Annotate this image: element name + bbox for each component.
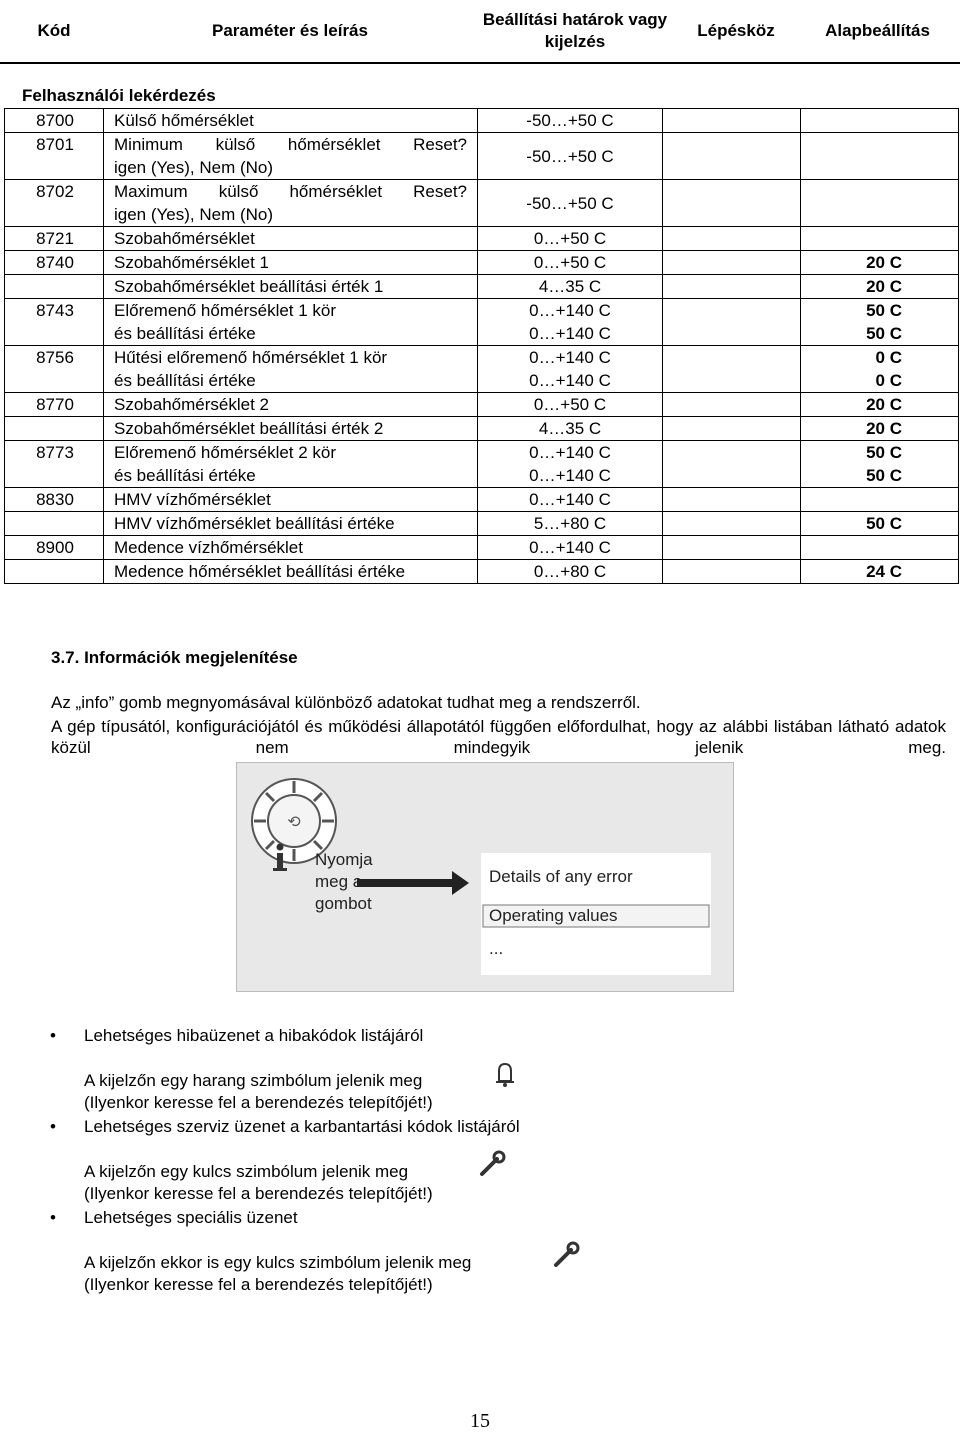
wrench-icon xyxy=(550,1241,580,1271)
cell-code xyxy=(5,560,104,584)
menu-item-more[interactable]: ... xyxy=(489,939,504,958)
cell-default xyxy=(801,441,959,488)
table-row xyxy=(5,536,959,560)
range-line: 0…+140 C xyxy=(529,490,611,509)
info-paragraph-1: Az „info” gomb megnyomásával különböző adatokat tudhat meg a rendszerről. xyxy=(51,693,641,712)
desc-line: és beállítási értéke xyxy=(114,466,256,485)
press-button-text: Nyomja meg a gombot xyxy=(315,850,373,913)
cell-step xyxy=(663,299,801,346)
table-row xyxy=(5,560,959,584)
cell-step xyxy=(663,560,801,584)
range-line: 5…+80 C xyxy=(533,514,607,533)
header-kod: Kód xyxy=(37,21,71,40)
cell-step xyxy=(663,180,801,227)
cell-desc xyxy=(104,560,478,584)
range-line: 0…+140 C xyxy=(529,538,611,557)
cell-range xyxy=(478,488,663,512)
cell-desc xyxy=(104,536,478,560)
page-number: 15 xyxy=(470,1410,490,1432)
desc-line: és beállítási értéke xyxy=(114,371,256,390)
cell-default xyxy=(801,275,959,299)
desc-line: Szobahőmérséklet beállítási érték 2 xyxy=(114,419,384,438)
cell-step xyxy=(663,109,801,133)
range-line: 0…+50 C xyxy=(533,229,607,248)
cell-default xyxy=(801,346,959,393)
cell-code: 8756 xyxy=(5,346,104,393)
cell-step xyxy=(663,393,801,417)
cell-code: 8740 xyxy=(5,251,104,275)
bullet-special-line1: A kijelzőn ekkor is egy kulcs szimbólum jelenik meg xyxy=(84,1253,472,1272)
cell-code xyxy=(5,512,104,536)
desc-line: Hűtési előremenő hőmérséklet 1 kör xyxy=(114,348,388,367)
cell-desc xyxy=(104,109,478,133)
desc-line: Előremenő hőmérséklet 1 kör xyxy=(114,301,337,320)
table-row xyxy=(5,133,959,180)
table-row xyxy=(5,180,959,227)
table-header xyxy=(0,0,960,64)
range-line: 0…+140 C xyxy=(529,348,611,367)
table-row xyxy=(5,299,959,346)
cell-code: 8702 xyxy=(5,180,104,227)
bullet-error-title: Lehetséges hibaüzenet a hibakódok listájáról xyxy=(84,1026,424,1045)
desc-line: HMV vízhőmérséklet beállítási értéke xyxy=(114,514,395,533)
cell-range xyxy=(478,512,663,536)
table-row xyxy=(5,251,959,275)
cell-code: 8770 xyxy=(5,393,104,417)
cell-desc xyxy=(104,133,478,180)
cell-default xyxy=(801,299,959,346)
default-line: 50 C xyxy=(866,514,902,533)
cell-code: 8773 xyxy=(5,441,104,488)
cell-step xyxy=(663,512,801,536)
header-limits: Beállítási határok vagy kijelzés xyxy=(482,10,668,51)
bullet-service-title: Lehetséges szerviz üzenet a karbantartási kódok listájáról xyxy=(84,1117,520,1136)
cell-default xyxy=(801,133,959,180)
cell-code: 8830 xyxy=(5,488,104,512)
default-line: 50 C xyxy=(866,301,902,320)
cell-range xyxy=(478,109,663,133)
default-line: 24 C xyxy=(866,562,902,581)
bullet-dot: • xyxy=(50,1208,56,1227)
cell-step xyxy=(663,227,801,251)
info-paragraph-2: A gép típusától, konfigurációjától és működési állapotától függően előfordulhat, hogy az alábbi listában látható adatok közül nem mindegyik jelenik meg. xyxy=(51,717,946,757)
cell-range xyxy=(478,441,663,488)
cell-range xyxy=(478,299,663,346)
default-line: 20 C xyxy=(866,395,902,414)
bullet-error-line1: A kijelzőn egy harang szimbólum jelenik meg xyxy=(84,1071,423,1090)
bell-icon xyxy=(494,1061,516,1089)
desc-line: és beállítási értéke xyxy=(114,324,256,343)
desc-line: Szobahőmérséklet 1 xyxy=(114,253,269,272)
desc-line: igen (Yes), Nem (No) xyxy=(114,158,274,177)
range-line: 0…+140 C xyxy=(529,301,611,320)
default-line: 20 C xyxy=(866,253,902,272)
cell-range xyxy=(478,560,663,584)
range-line: 0…+140 C xyxy=(529,324,611,343)
cell-default xyxy=(801,393,959,417)
controller-screenshot xyxy=(236,762,734,992)
rotate-arrows-icon: ⟲ xyxy=(287,812,301,831)
range-line: 0…+140 C xyxy=(529,443,611,462)
cell-step xyxy=(663,441,801,488)
cell-range xyxy=(478,417,663,441)
cell-default xyxy=(801,488,959,512)
range-line: -50…+50 C xyxy=(526,111,614,130)
range-line: 4…35 C xyxy=(538,419,602,438)
menu-item-operating[interactable]: Operating values xyxy=(489,906,618,925)
cell-step xyxy=(663,346,801,393)
bullet-special-title: Lehetséges speciális üzenet xyxy=(84,1208,298,1227)
range-line: 0…+140 C xyxy=(529,466,611,485)
range-line: 0…+140 C xyxy=(529,371,611,390)
cell-range xyxy=(478,536,663,560)
section-title: Felhasználói lekérdezés xyxy=(22,86,216,105)
bullet-service-line2: (Ilyenkor keresse fel a berendezés telepítőjét!) xyxy=(84,1184,433,1203)
cell-desc xyxy=(104,417,478,441)
table-row xyxy=(5,109,959,133)
range-line: -50…+50 C xyxy=(526,146,614,166)
cell-desc xyxy=(104,299,478,346)
cell-step xyxy=(663,536,801,560)
range-line: 0…+80 C xyxy=(533,562,607,581)
default-line: 0 C xyxy=(875,371,902,390)
default-line: 20 C xyxy=(866,277,902,296)
range-line: -50…+50 C xyxy=(526,193,614,213)
cell-desc xyxy=(104,393,478,417)
cell-range xyxy=(478,251,663,275)
cell-range xyxy=(478,346,663,393)
desc-line: Medence hőmérséklet beállítási értéke xyxy=(114,562,406,581)
desc-line: Előremenő hőmérséklet 2 kör xyxy=(114,443,337,462)
table-row xyxy=(5,441,959,488)
info-knob-diagram xyxy=(237,763,733,991)
cell-step xyxy=(663,275,801,299)
desc-line: Szobahőmérséklet beállítási érték 1 xyxy=(114,277,384,296)
table-row xyxy=(5,417,959,441)
desc-line: HMV vízhőmérséklet xyxy=(114,490,271,509)
cell-range xyxy=(478,227,663,251)
cell-default xyxy=(801,417,959,441)
cell-range xyxy=(478,393,663,417)
cell-desc xyxy=(104,227,478,251)
cell-desc xyxy=(104,251,478,275)
bullet-error-line2: (Ilyenkor keresse fel a berendezés telepítőjét!) xyxy=(84,1093,433,1112)
default-line: 20 C xyxy=(866,419,902,438)
cell-default xyxy=(801,536,959,560)
bullet-service-line1: A kijelzőn egy kulcs szimbólum jelenik meg xyxy=(84,1162,409,1181)
desc-line: Külső hőmérséklet xyxy=(114,111,254,130)
cell-code: 8700 xyxy=(5,109,104,133)
cell-code: 8743 xyxy=(5,299,104,346)
cell-code: 8701 xyxy=(5,133,104,180)
table-row xyxy=(5,488,959,512)
desc-line: Medence vízhőmérséklet xyxy=(114,538,303,557)
cell-code: 8900 xyxy=(5,536,104,560)
cell-range xyxy=(478,275,663,299)
range-line: 0…+50 C xyxy=(533,395,607,414)
cell-range xyxy=(478,180,663,227)
cell-step xyxy=(663,488,801,512)
cell-code: 8721 xyxy=(5,227,104,251)
cell-step xyxy=(663,417,801,441)
cell-desc xyxy=(104,346,478,393)
bullet-special-line2: (Ilyenkor keresse fel a berendezés telepítőjét!) xyxy=(84,1275,433,1294)
cell-code xyxy=(5,417,104,441)
desc-line: Szobahőmérséklet xyxy=(114,229,255,248)
table-row xyxy=(5,346,959,393)
header-step: Lépésköz xyxy=(697,21,775,40)
cell-range xyxy=(478,133,663,180)
cell-default xyxy=(801,109,959,133)
desc-line: Maximum külső hőmérséklet Reset? xyxy=(114,182,467,201)
table-row xyxy=(5,512,959,536)
table-row xyxy=(5,393,959,417)
default-line: 50 C xyxy=(866,443,902,462)
menu-item-error[interactable]: Details of any error xyxy=(489,867,633,886)
desc-line: igen (Yes), Nem (No) xyxy=(114,205,274,224)
wrench-icon xyxy=(476,1150,506,1180)
header-default: Alapbeállítás xyxy=(825,21,930,40)
header-param: Paraméter és leírás xyxy=(212,21,368,40)
cell-desc xyxy=(104,180,478,227)
bullet-dot: • xyxy=(50,1117,56,1136)
cell-desc xyxy=(104,275,478,299)
cell-step xyxy=(663,133,801,180)
table-row xyxy=(5,227,959,251)
cell-default xyxy=(801,512,959,536)
cell-default xyxy=(801,251,959,275)
parameter-table xyxy=(4,108,959,584)
cell-step xyxy=(663,251,801,275)
cell-desc xyxy=(104,488,478,512)
range-line: 0…+50 C xyxy=(533,253,607,272)
section-37-heading: 3.7. Információk megjelenítése xyxy=(51,648,298,667)
table-row xyxy=(5,275,959,299)
cell-desc xyxy=(104,512,478,536)
cell-default xyxy=(801,180,959,227)
desc-line: Szobahőmérséklet 2 xyxy=(114,395,269,414)
default-line: 50 C xyxy=(866,324,902,343)
cell-default xyxy=(801,560,959,584)
cell-desc xyxy=(104,441,478,488)
desc-line: Minimum külső hőmérséklet Reset? xyxy=(114,135,467,154)
default-line: 50 C xyxy=(866,466,902,485)
default-line: 0 C xyxy=(875,348,902,367)
cell-default xyxy=(801,227,959,251)
cell-code xyxy=(5,275,104,299)
range-line: 4…35 C xyxy=(538,277,602,296)
bullet-dot: • xyxy=(50,1026,56,1045)
